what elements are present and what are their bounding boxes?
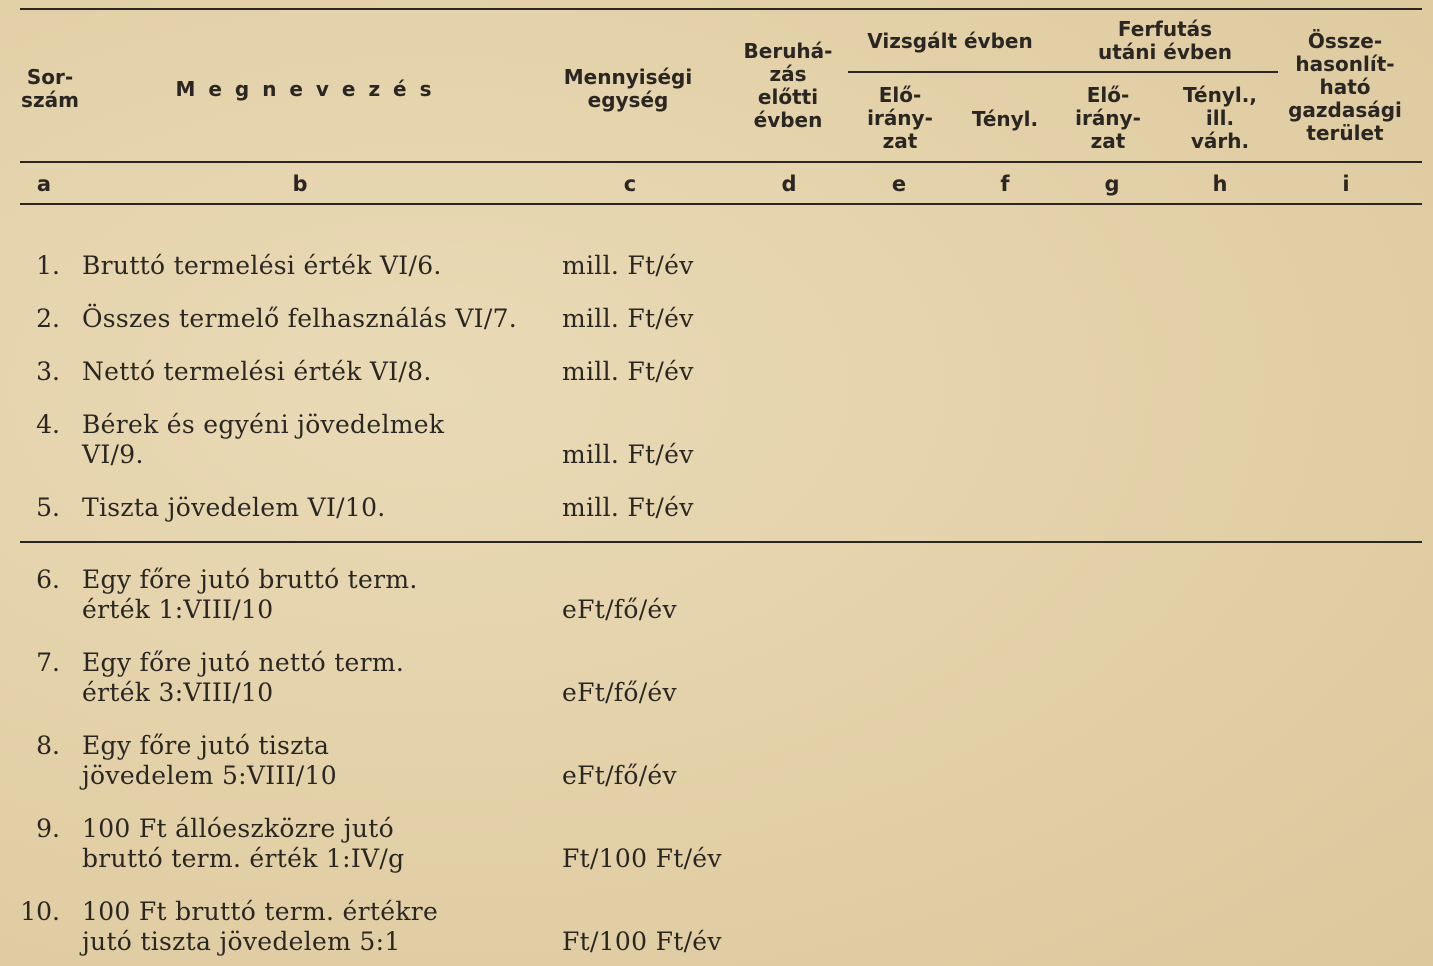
row-number: 4.	[36, 410, 60, 439]
row-number: 10.	[20, 897, 60, 926]
header-eloiranyzat-g: Elő- irány- zat	[1075, 83, 1141, 153]
row-name: Nettó termelési érték VI/8.	[82, 357, 432, 386]
column-letter-e: e	[891, 172, 907, 196]
row-unit: mill. Ft/év	[562, 251, 694, 280]
header-mennyisegi-egyseg: Mennyiségi egység	[563, 65, 693, 112]
column-letter-i: i	[1342, 172, 1350, 196]
letters-bottom-rule	[20, 203, 1422, 205]
header-bottom-rule	[20, 161, 1422, 163]
row-name: 100 Ft állóeszközre jutó bruttó term. érték 1:IV/g	[82, 814, 405, 873]
row-number: 8.	[36, 731, 60, 760]
header-felfutas-utani: Ferfutás utáni évben	[1097, 17, 1233, 64]
header-tenyl-h: Tényl., ill. várh.	[1183, 83, 1257, 153]
row-unit: mill. Ft/év	[562, 304, 694, 333]
row-unit: Ft/100 Ft/év	[562, 927, 722, 956]
column-letter-g: g	[1104, 172, 1120, 196]
row-unit: mill. Ft/év	[562, 440, 694, 469]
row-name: Bérek és egyéni jövedelmek VI/9.	[82, 410, 445, 469]
header-megnevezes: M e g n e v e z é s	[175, 77, 435, 101]
table-top-rule	[20, 8, 1422, 10]
row-name: Egy főre jutó tiszta jövedelem 5:VIII/10	[82, 731, 337, 790]
row-number: 1.	[36, 251, 60, 280]
row-unit: mill. Ft/év	[562, 357, 694, 386]
row-number: 6.	[36, 565, 60, 594]
row-unit: mill. Ft/év	[562, 493, 694, 522]
row-unit: eFt/fő/év	[562, 678, 677, 707]
row-unit: Ft/100 Ft/év	[562, 844, 722, 873]
column-letter-c: c	[623, 172, 637, 196]
row-name: Egy főre jutó bruttó term. érték 1:VIII/10	[82, 565, 418, 624]
header-tenyl-f: Tényl.	[971, 107, 1039, 131]
row-unit: eFt/fő/év	[562, 761, 677, 790]
row-name: Tiszta jövedelem VI/10.	[82, 493, 386, 522]
header-eloiranyzat-e: Elő- irány- zat	[867, 83, 933, 153]
column-letter-d: d	[781, 172, 797, 196]
column-letter-b: b	[292, 172, 308, 196]
column-letter-h: h	[1212, 172, 1228, 196]
section-divider-rule	[20, 541, 1422, 543]
row-number: 7.	[36, 648, 60, 677]
row-name: Összes termelő felhasználás VI/7.	[82, 304, 518, 333]
row-unit: eFt/fő/év	[562, 595, 677, 624]
row-name: Bruttó termelési érték VI/6.	[82, 251, 442, 280]
column-letter-f: f	[1000, 172, 1010, 196]
row-number: 2.	[36, 304, 60, 333]
header-beruhazas-elotti: Beruhá- zás előtti évben	[743, 39, 833, 132]
vizsgalt-felfutas-rule	[848, 71, 1278, 73]
header-sorszam: Sor- szám	[21, 65, 79, 112]
column-letter-a: a	[36, 172, 52, 196]
row-name: 100 Ft bruttó term. értékre jutó tiszta jövedelem 5:1	[82, 897, 439, 956]
row-number: 9.	[36, 814, 60, 843]
header-vizsgalt-evben: Vizsgált évben	[867, 29, 1033, 53]
row-number: 5.	[36, 493, 60, 522]
row-name: Egy főre jutó nettó term. érték 3:VIII/10	[82, 648, 405, 707]
row-number: 3.	[36, 357, 60, 386]
header-osszehasonlithato: Össze- hasonlít- ható gazdasági terület	[1288, 29, 1402, 145]
